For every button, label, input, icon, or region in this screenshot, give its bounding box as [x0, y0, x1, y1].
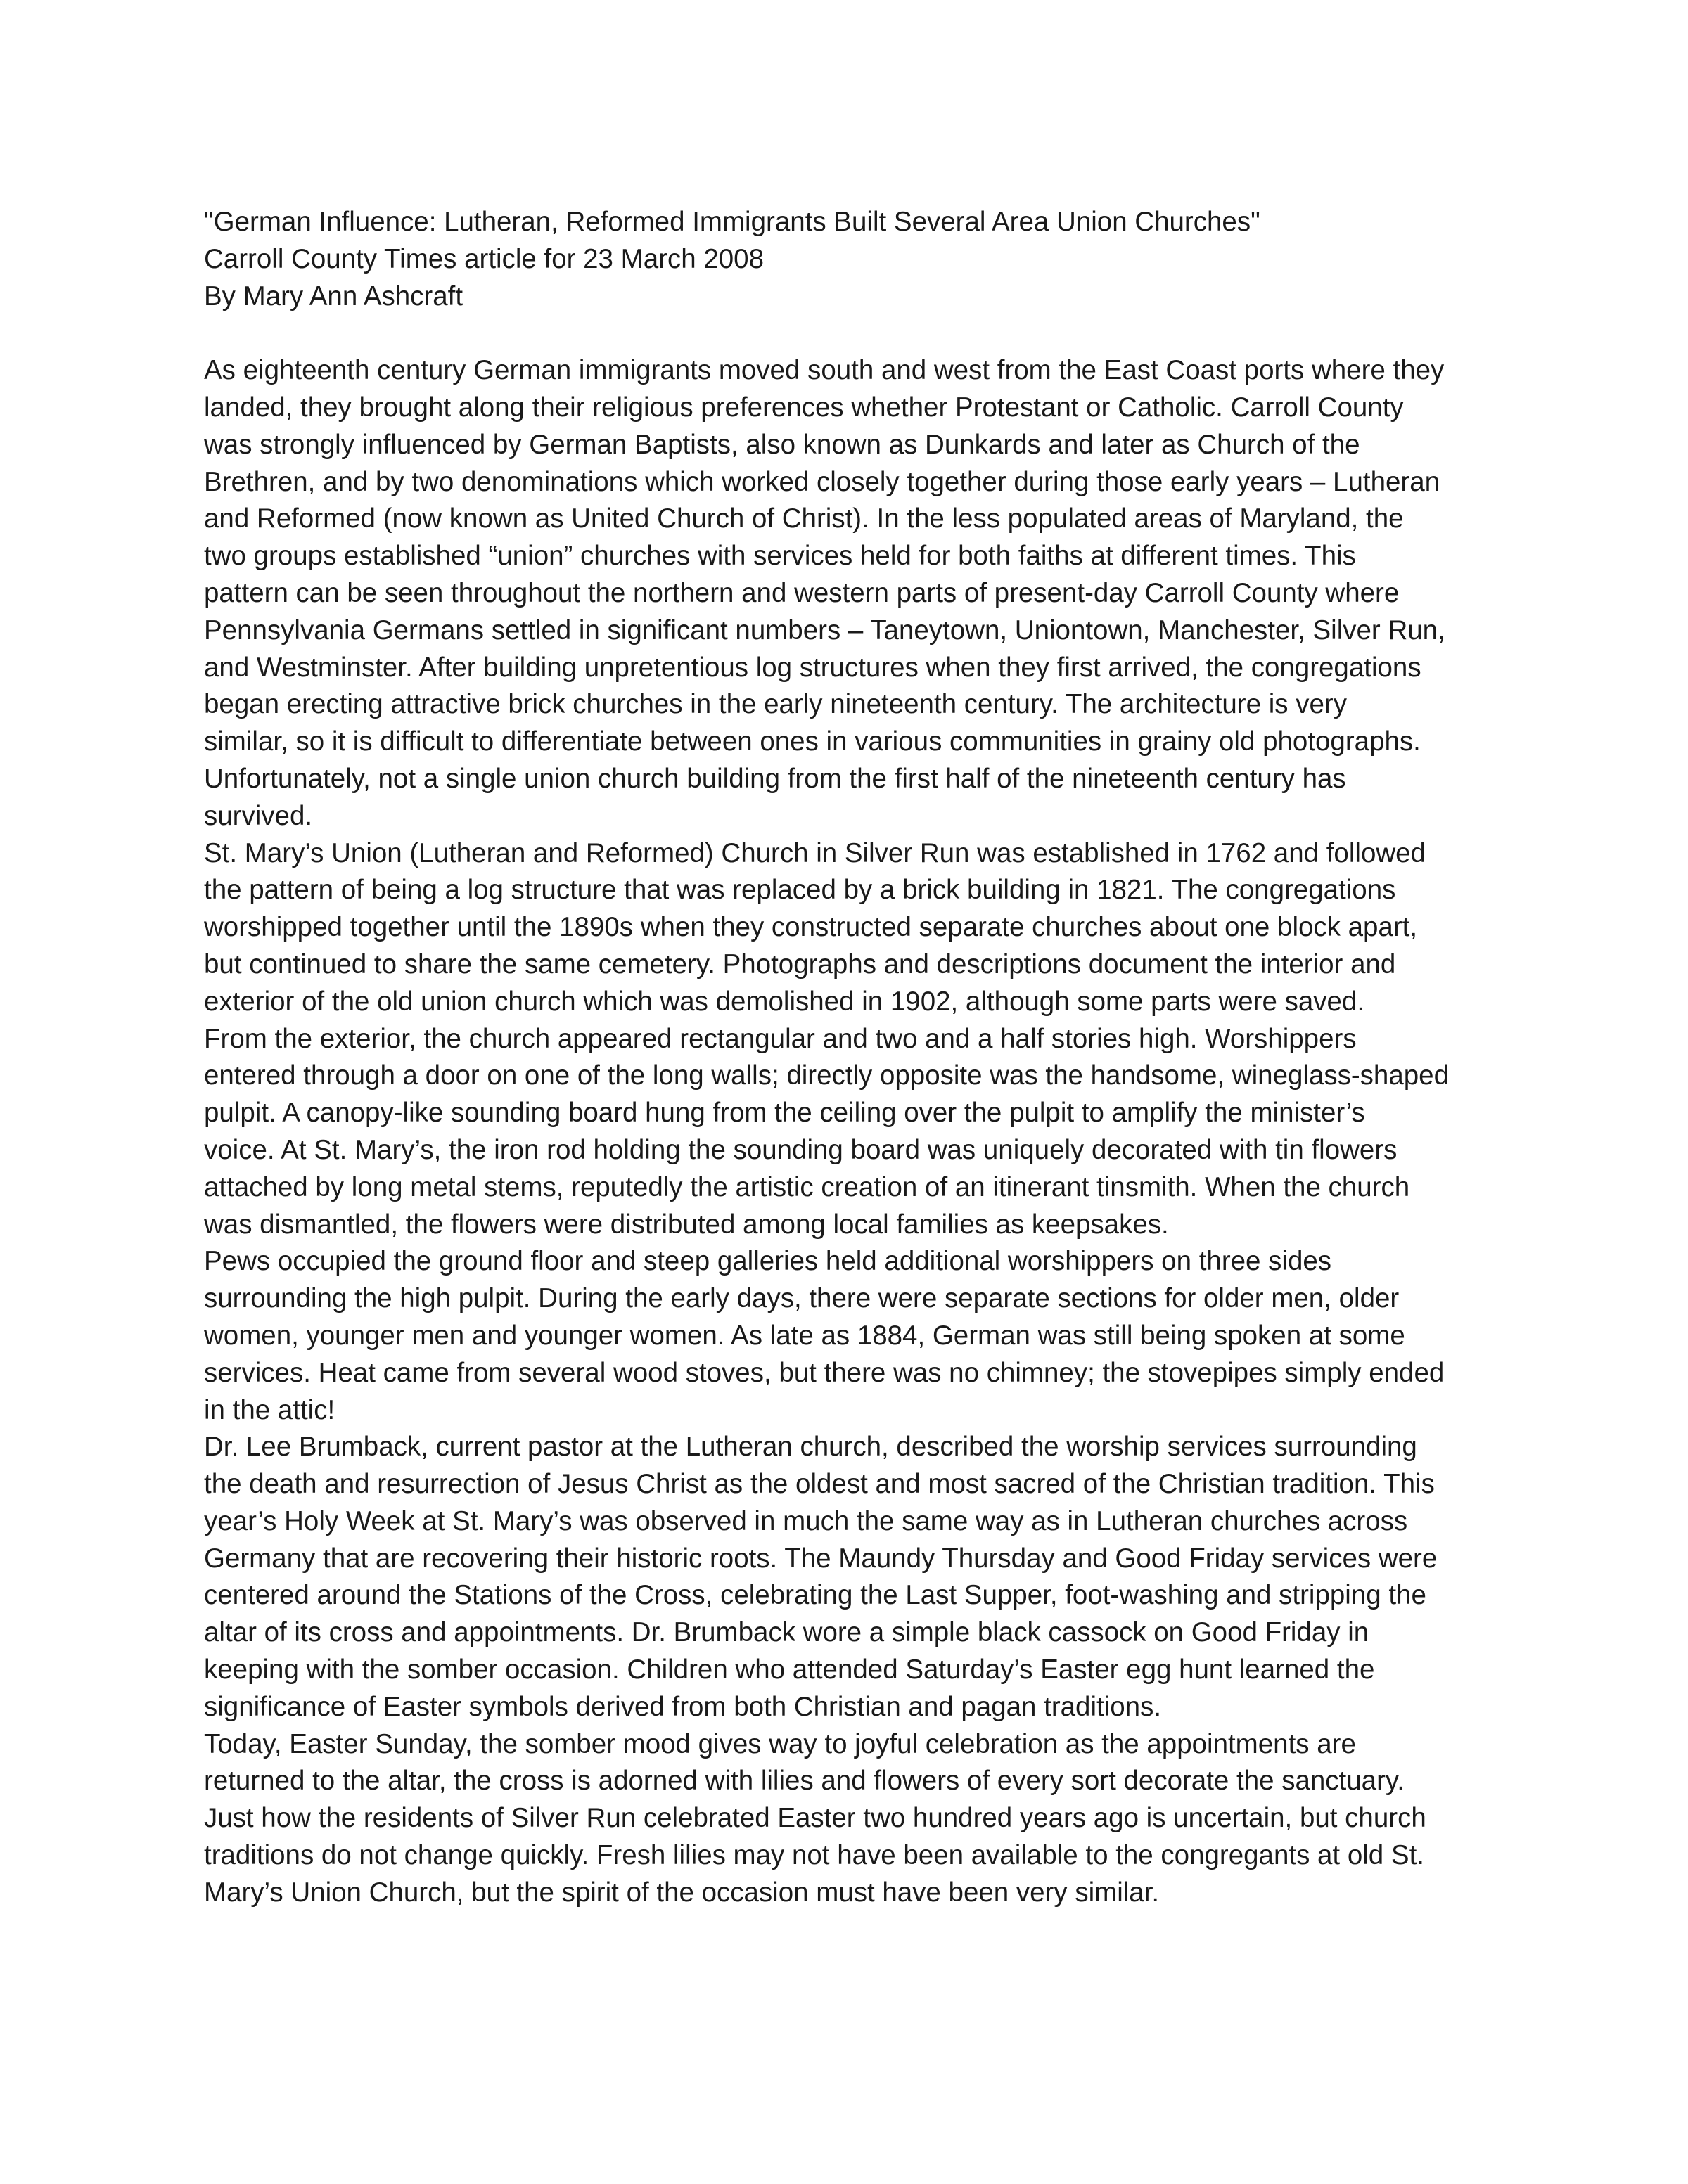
body-line: services. Heat came from several wood stoves, but there was no chimney; the stovepipes simply ended [204, 1357, 1445, 1388]
publication-line: Carroll County Times article for 23 March 2008 [204, 243, 764, 274]
body-line: entered through a door on one of the long walls; directly opposite was the handsome, wineglass-shaped [204, 1060, 1449, 1091]
byline: By Mary Ann Ashcraft [204, 281, 463, 311]
body-line: similar, so it is difficult to differentiate between ones in various communities in grainy old photographs. [204, 726, 1421, 757]
article-title: "German Influence: Lutheran, Reformed Immigrants Built Several Area Union Churches" [204, 207, 1260, 237]
body-line: Just how the residents of Silver Run celebrated Easter two hundred years ago is uncertain, but church [204, 1803, 1426, 1834]
body-line: keeping with the somber occasion. Children who attended Saturday’s Easter egg hunt learned the [204, 1655, 1375, 1685]
body-line: voice. At St. Mary’s, the iron rod holding the sounding board was uniquely decorated with tin flowers [204, 1134, 1398, 1165]
body-line: two groups established “union” churches with services held for both faiths at different times. This [204, 541, 1356, 572]
body-line: the death and resurrection of Jesus Christ as the oldest and most sacred of the Christian tradition. This [204, 1469, 1435, 1500]
body-line: year’s Holy Week at St. Mary’s was observed in much the same way as in Lutheran churches across [204, 1505, 1408, 1536]
body-line: Brethren, and by two denominations which worked closely together during those early years – Lutheran [204, 466, 1440, 497]
body-line: women, younger men and younger women. As late as 1884, German was still being spoken at some [204, 1320, 1405, 1351]
body-line: Mary’s Union Church, but the spirit of the occasion must have been very similar. [204, 1877, 1160, 1908]
body-line: Dr. Lee Brumback, current pastor at the Lutheran church, described the worship services surrounding [204, 1432, 1417, 1463]
body-line: was dismantled, the flowers were distributed among local families as keepsakes. [204, 1209, 1169, 1240]
body-line: Germany that are recovering their historic roots. The Maundy Thursday and Good Friday services were [204, 1543, 1438, 1574]
body-line: attached by long metal stems, reputedly the artistic creation of an itinerant tinsmith. When the church [204, 1171, 1410, 1202]
body-line: was strongly influenced by German Baptists, also known as Dunkards and later as Church of the [204, 429, 1360, 460]
body-line: pattern can be seen throughout the northern and western parts of present-day Carroll County where [204, 577, 1400, 608]
body-line: significance of Easter symbols derived from both Christian and pagan traditions. [204, 1691, 1162, 1722]
body-line: the pattern of being a log structure that was replaced by a brick building in 1821. The congregations [204, 875, 1396, 906]
body-line: Today, Easter Sunday, the somber mood gives way to joyful celebration as the appointments are [204, 1728, 1356, 1759]
body-line: Unfortunately, not a single union church building from the first half of the nineteenth century has [204, 763, 1346, 794]
body-line: and Westminster. After building unpretentious log structures when they first arrived, the congregations [204, 652, 1421, 683]
body-line: began erecting attractive brick churches in the early nineteenth century. The architecture is very [204, 689, 1347, 720]
body-line: altar of its cross and appointments. Dr. Brumback wore a simple black cassock on Good Friday in [204, 1617, 1369, 1648]
body-line: landed, they brought along their religious preferences whether Protestant or Catholic. Carroll County [204, 392, 1404, 423]
body-line: survived. [204, 800, 313, 831]
body-line: centered around the Stations of the Cross, celebrating the Last Supper, foot-washing and stripping the [204, 1580, 1426, 1611]
body-line: As eighteenth century German immigrants moved south and west from the East Coast ports where they [204, 355, 1445, 386]
body-line: surrounding the high pulpit. During the early days, there were separate sections for older men, older [204, 1283, 1400, 1314]
body-line: St. Mary’s Union (Lutheran and Reformed) Church in Silver Run was established in 1762 and followed [204, 837, 1426, 868]
body-line: Pennsylvania Germans settled in significant numbers – Taneytown, Uniontown, Manchester, Silver Run, [204, 615, 1445, 645]
body-line: traditions do not change quickly. Fresh lilies may not have been available to the congregants at old St. [204, 1840, 1424, 1871]
body-line: From the exterior, the church appeared rectangular and two and a half stories high. Worshippers [204, 1023, 1357, 1054]
body-line: exterior of the old union church which was demolished in 1902, although some parts were saved. [204, 986, 1365, 1017]
document-page [204, 204, 1512, 1912]
body-line: Pews occupied the ground floor and steep galleries held additional worshippers on three sides [204, 1246, 1332, 1277]
body-line: pulpit. A canopy-like sounding board hung from the ceiling over the pulpit to amplify the minister’s [204, 1098, 1365, 1129]
body-line: and Reformed (now known as United Church of Christ). In the less populated areas of Maryland, the [204, 503, 1404, 534]
body-line: worshipped together until the 1890s when they constructed separate churches about one block apart, [204, 912, 1418, 943]
article-body [204, 352, 1512, 1911]
body-line: returned to the altar, the cross is adorned with lilies and flowers of every sort decorate the sanctuary. [204, 1766, 1405, 1797]
body-line: but continued to share the same cemetery. Photographs and descriptions document the interior and [204, 949, 1396, 979]
spacer [204, 315, 1512, 352]
body-line: in the attic! [204, 1394, 335, 1425]
